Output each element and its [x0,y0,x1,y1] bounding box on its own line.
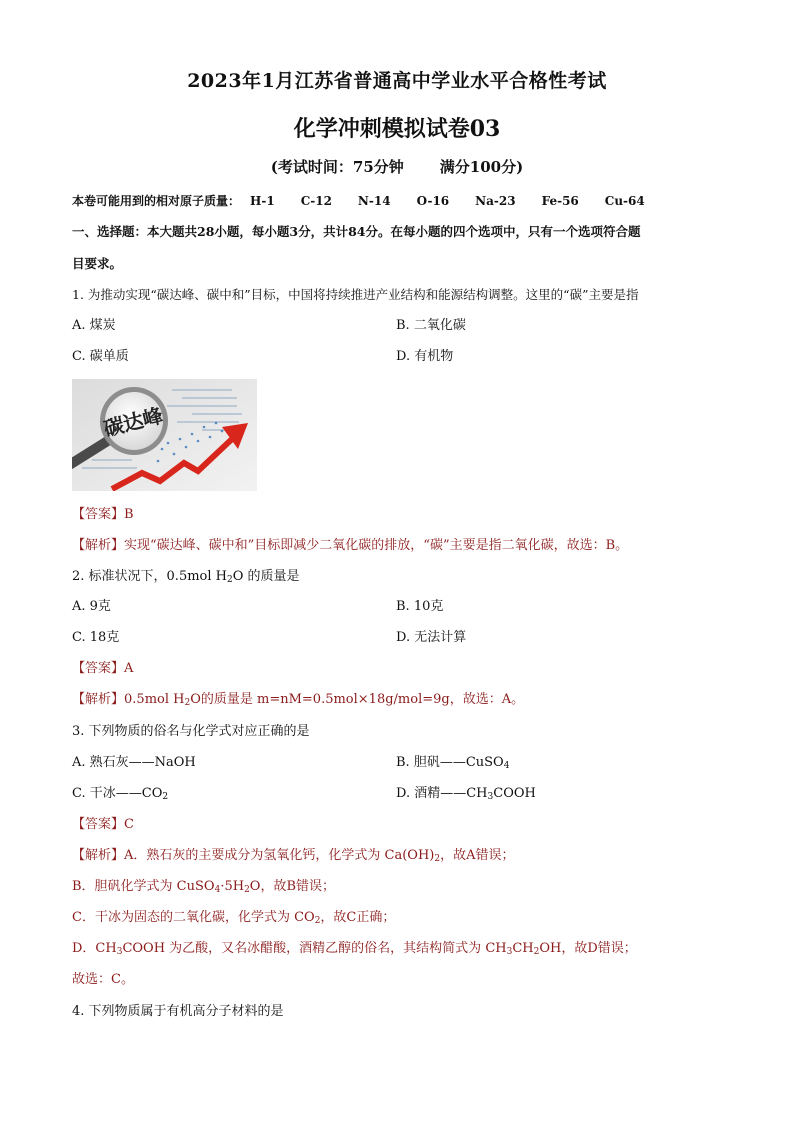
analysis-text: A．熟石灰的主要成分为氢氧化钙，化学式为 Ca(OH) [124,848,435,863]
analysis-text: ·5H [220,879,245,894]
atomic-mass-item: H-1 [250,194,275,208]
analysis-sub: 2 [434,854,441,864]
atomic-mass-item: Na-23 [475,194,516,208]
analysis-tag: 【解析】 [72,692,125,707]
atomic-mass-item: C-12 [300,194,332,208]
q1-analysis [72,537,628,555]
analysis-text: 实现“碳达峰、碳中和”目标即减少二氧化碳的排放，“碳”主要是指二氧化碳，故选：B。 [124,538,629,553]
analysis-text: B．胆矾化学式为 CuSO [72,879,215,894]
exam-time: (考试时间：75分钟 [270,158,404,176]
analysis-sub: 2 [184,698,191,708]
analysis-sub: 4 [214,885,221,895]
carbon-peak-text: 碳达峰 [101,403,166,441]
q2-stem-text-end: O 的质量是 [232,569,300,584]
q3-option-d-text-end: COOH [493,786,536,801]
exam-subtitle: 化学冲刺模拟试卷03 [293,116,501,142]
exam-info [0,156,794,177]
q2-option-a: A. 9克 [72,599,111,614]
answer-tag: 【答案】 [72,661,125,676]
section-heading-line2: 目要求。 [72,256,123,271]
q3-option-d-sub: 3 [487,792,494,802]
analysis-sub: 2 [244,885,250,895]
q3-analysis-c [72,909,395,927]
carbon-peak-image [72,379,257,491]
q2-stem-sub: 2 [227,575,233,585]
analysis-text-end: O的质量是 m=nM=0.5mol×18g/mol=9g，故选：A。 [190,692,525,707]
q2-option-d: D. 无法计算 [396,630,467,645]
q3-option-b-sub: 4 [503,761,510,771]
atomic-mass-item: Fe-56 [541,194,579,208]
q3-analysis-d [72,940,637,958]
q3-option-b-text: B. 胆矾——CuSO [396,755,504,770]
q2-option-b: B. 10克 [396,599,444,614]
q3-option-c-text: C. 干冰——CO [72,786,163,801]
analysis-sub: 3 [116,947,123,957]
question-4-stem: 4. 下列物质属于有机高分子材料的是 [72,1004,284,1019]
analysis-text: D．CH [72,941,117,956]
q2-option-c: C. 18克 [72,630,120,645]
atomic-mass-item: N-14 [357,194,391,208]
q3-analysis-b [72,878,335,896]
answer-value: C [124,817,134,832]
question-2-stem [72,568,300,586]
analysis-text: COOH 为乙酸，又名冰醋酸，酒精乙醇的俗名，其结构简式为 CH [122,941,507,956]
analysis-text-end: ，故A错误； [440,848,515,863]
q1-option-c: C. 碳单质 [72,349,129,364]
q2-analysis [72,691,524,709]
question-3-stem: 3. 下列物质的俗名与化学式对应正确的是 [72,724,310,739]
answer-value: B [124,507,134,522]
q3-option-c [72,785,168,803]
exam-score: 满分100分) [439,158,524,176]
answer-value: A [124,661,134,676]
analysis-sub: 2 [314,916,321,926]
answer-tag: 【答案】 [72,507,125,522]
q2-stem-text: 2. 标准状况下，0.5mol H [72,569,227,584]
atomic-mass-line [72,192,671,210]
analysis-tag: 【解析】 [72,848,125,863]
q1-option-b: B. 二氧化碳 [396,318,466,333]
carbon-peak-illustration [72,379,257,491]
analysis-tag: 【解析】 [72,538,125,553]
q1-option-d: D. 有机物 [396,349,454,364]
analysis-text: C．干冰为固态的二氧化碳，化学式为 CO [72,910,315,925]
q3-option-c-sub: 2 [162,792,169,802]
answer-tag: 【答案】 [72,817,125,832]
analysis-text-end: O，故B错误； [249,879,336,894]
atomic-mass-item: Cu-64 [604,194,645,208]
q1-answer [72,506,134,524]
q3-option-d [396,785,536,803]
q2-answer [72,660,133,678]
q3-option-b [396,754,509,772]
exam-title: 2023年1月江苏省普通高中学业水平合格性考试 [187,70,607,92]
q3-analysis-conclusion: 故选：C。 [72,972,134,987]
analysis-text: 0.5mol H [124,692,185,707]
q1-option-a: A. 煤炭 [72,318,116,333]
q3-analysis-a [72,847,515,865]
section-heading-line1: 一、选择题：本大题共28小题，每小题3分，共计84分。在每小题的四个选项中，只有一个选项符合题 [72,224,641,239]
q3-option-d-text: D. 酒精——CH [396,786,488,801]
analysis-sub: 3 [506,947,513,957]
analysis-text: CH [512,941,534,956]
analysis-text-end: OH，故D错误； [539,941,637,956]
analysis-text-end: ，故C正确； [320,910,396,925]
question-1-stem: 1. 为推动实现“碳达峰、碳中和”目标，中国将持续推进产业结构和能源结构调整。这里的“碳”主要是指 [72,287,639,302]
atomic-mass-item: O-16 [416,194,450,208]
q3-answer [72,816,134,834]
q3-option-a: A. 熟石灰——NaOH [72,755,196,770]
atomic-mass-label: 本卷可能用到的相对原子质量： [72,194,241,208]
analysis-sub: 2 [533,947,540,957]
